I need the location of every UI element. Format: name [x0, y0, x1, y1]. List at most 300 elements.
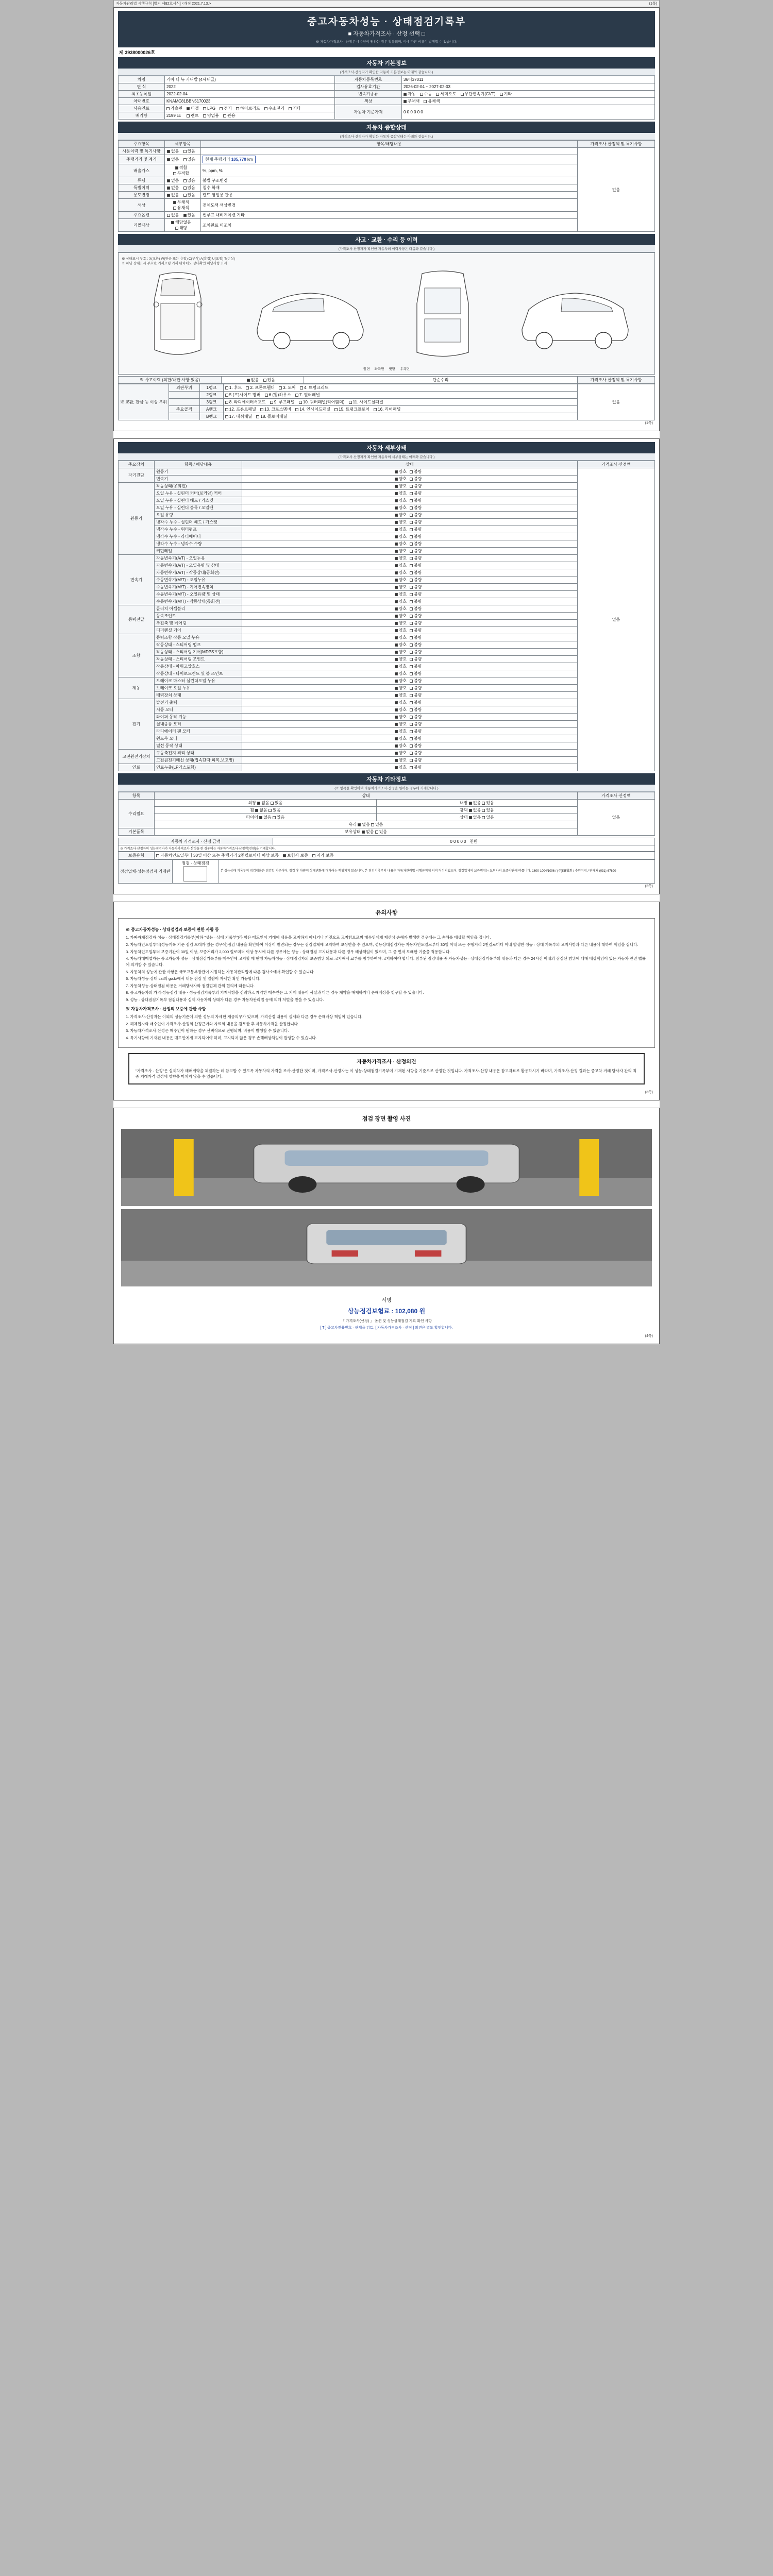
overall-row-3-key: 튜닝	[119, 177, 165, 184]
value-car-name: 기아 더 뉴 카니발 (4세대급)	[165, 76, 335, 83]
detail-item-state[interactable]: 양호 불량	[242, 497, 578, 504]
section-detail-sub: (가격조사·산정자가 확인한 자동차의 세부상태는 아래와 같습니다.)	[118, 453, 655, 461]
detail-item-label: 실내송풍 모터	[155, 721, 242, 728]
etc-group-basic: 기본품목	[119, 828, 155, 836]
overall-row-1-key: 주행거리 및 계기	[119, 155, 165, 164]
overall-row-4-note: 침수 화재	[201, 184, 578, 192]
transmission-opt-auto[interactable]: 자동	[404, 91, 415, 97]
basic-info-table	[118, 76, 655, 120]
value-standard-price: 0 0 0 0 0 0	[402, 105, 655, 120]
parts-rank-2: 2랭크	[199, 392, 223, 399]
mileage-value: 105,770	[231, 157, 246, 162]
detail-row	[119, 649, 655, 656]
overall-row-8-note: 조치완료 미조치	[201, 219, 578, 232]
parts-items-3: 8. 라디에이터서포트 9. 루프패널 10. 쿼터패널(리어휀더) 11. 사이드실패널	[223, 399, 577, 406]
overall-col-1: 세부항목	[165, 141, 201, 148]
detail-item-state[interactable]: 양호 불량	[242, 605, 578, 613]
notice-item-1: 2. 자동차인도일부터(성능기록 기준 점검 오래가 있는 경우에)점검 내용을 확인하여 이상이 발견되는 경우는 점검업체에 고지하여 보상받을 수 있으며, 성능상태점검자는 자동차인도일로부터 30일 이내 또는 주행거리 2천킬로미터 이내 발생한 성능 · 상태 기록부의 고지사항과 다른 내용에 대하여 책임을 집니다.	[126, 942, 638, 947]
transmission-opt-etc[interactable]: 기타	[500, 91, 512, 97]
detail-row	[119, 714, 655, 721]
detail-item-state[interactable]: 양호 불량	[242, 476, 578, 483]
section-overall-header: 자동차 종합상태	[118, 122, 655, 133]
notice-item-4: 5. 자동차의 성능에 관한 사항은 국토교통부장관이 지정하는 자동차관리법에 따른 검사소에서 확인할 수 있습니다.	[126, 969, 315, 974]
car-top-view-icon	[404, 267, 481, 365]
company-info: 본 성능상태 기록부의 점검내용은 점검일 기준이며, 점검 후 차량의 상태변화에 대하여는 책임지지 않습니다. 본 점검기록부의 내용은 자동차관리법 시행규칙에 의거 작성되었으며, 점검업체의 보증범위는 보험사의 보증약관에 따릅니다. 1600-1004/1006 / (주)KB협회 / 수원지점 / 연락처 (031)-67690	[219, 860, 654, 884]
detail-item-state[interactable]: 양호 불량	[242, 569, 578, 577]
overall-col-2: 항목/해당내용	[201, 141, 578, 148]
detail-item-state[interactable]: 양호 불량	[242, 555, 578, 562]
detail-row	[119, 476, 655, 483]
overall-row-5-note: 렌트 영업용 관용	[201, 192, 578, 199]
detail-row	[119, 750, 655, 757]
overall-row-5-opt[interactable]: 없음 있음	[165, 192, 201, 199]
photo-placeholder-lift-icon	[121, 1129, 652, 1206]
overall-row-0-opt[interactable]: 없음 있음	[165, 148, 201, 155]
detail-row	[119, 613, 655, 620]
overall-row-7-opt[interactable]: 없음 있음	[165, 212, 201, 219]
label-plate-no: 자동차등록번호	[335, 76, 402, 83]
overall-row-8-opt[interactable]: 해당없음 해당	[165, 219, 201, 232]
label-first-registration: 최초등록일	[119, 91, 165, 98]
detail-row	[119, 627, 655, 634]
sheet-page-2	[113, 438, 660, 894]
detail-row	[119, 634, 655, 641]
detail-item-state[interactable]: 양호 불량	[242, 764, 578, 771]
photo-placeholder-rear-icon	[121, 1209, 652, 1286]
usage-opt-rent[interactable]: 렌트	[187, 113, 198, 118]
detail-row	[119, 757, 655, 764]
fuel-opt-etc[interactable]: 기타	[289, 106, 300, 111]
color-opt-chromatic[interactable]: 유채색	[424, 98, 440, 104]
detail-row	[119, 692, 655, 699]
company-label: 점검업체·성능점검자 기재란	[119, 860, 173, 884]
label-vin: 차대번호	[119, 98, 165, 105]
notice-item-7: 8. 중고자동차의 가격·성능점검 내용 - 성능점검기록부의 기재사항을 신뢰하고 계약한 매수인은 그 기재 내용이 사실과 다른 경우 계약을 해제하거나 손해배상을 청구할 수 있습니다.	[126, 990, 424, 995]
detail-item-label: 냉각수 누수 - 라디에이터	[155, 533, 242, 540]
notice-item-0: 1. 가짜자계점검자·성능 · 상태점검기록부(이하 "성능 · 상태 기록부")라 함은 매도인이 거래에 내용을 고지하기 아니거나 거짓으로 고지함으로써 매수인에게 재산상 손해가 발생한 경우에는 그 손해를 배상할 책임을 집니다.	[126, 935, 491, 940]
detail-item-label: 자동변속기(A/T) - 오일누유	[155, 555, 242, 562]
detail-item-label: 냉각수 누수 - 실린더 헤드 / 가스켓	[155, 519, 242, 526]
detail-col-1: 항목 / 해당내용	[155, 461, 242, 468]
page-number-1: (1쪽)	[645, 421, 653, 425]
page-indicator-1: (1쪽)	[649, 2, 657, 6]
detail-item-state[interactable]: 양호 불량	[242, 533, 578, 540]
notice-item-6: 7. 자동차성능·상태점검 비용은 거래당사자와 점검업체 간의 협의에 따릅니다.	[126, 983, 255, 988]
overall-row-5-key: 용도변경	[119, 192, 165, 199]
detail-item-label: 오일 누유 - 실린더 커버(로커암) 커버	[155, 490, 242, 497]
detail-item-state[interactable]: 양호 불량	[242, 677, 578, 685]
detail-item-state[interactable]: 양호 불량	[242, 685, 578, 692]
diagram-legend-2: ※ 하단 상태표시 부호란 기재요령 기재 위치에도 상태확인 해당사항 표시	[122, 262, 227, 265]
detail-row	[119, 497, 655, 504]
label-car-name: 차명	[119, 76, 165, 83]
detail-item-state[interactable]: 양호 불량	[242, 706, 578, 714]
value-first-registration: 2022-02-04	[165, 91, 335, 98]
detail-group-name: 자기진단	[119, 468, 155, 483]
detail-item-state[interactable]: 양호 불량	[242, 627, 578, 634]
detail-price-note: 없음	[578, 468, 655, 771]
parts-outer-label-2	[169, 392, 199, 399]
page-number-4: (4쪽)	[645, 1334, 653, 1338]
detail-item-label: 발전기 출력	[155, 699, 242, 706]
detail-item-label: 수동변속기(M/T) - 오일유량 및 상태	[155, 591, 242, 598]
car-front-view-icon	[139, 267, 216, 365]
detail-item-state[interactable]: 양호 불량	[242, 692, 578, 699]
color-opt-achromatic[interactable]: 무채색	[404, 98, 419, 104]
etc-row-3-a[interactable]: 유리 없음 있음	[155, 821, 578, 828]
warranty-label: 보증유형	[119, 852, 155, 859]
overall-row-1-opt[interactable]: 없음 있음	[165, 155, 201, 164]
detail-item-label: 작동상태(공회전)	[155, 483, 242, 490]
inspection-fee-value: 102,080	[395, 1308, 418, 1315]
detail-item-state[interactable]: 양호 불량	[242, 591, 578, 598]
etc-col-0: 항목	[119, 792, 155, 800]
accident-sign-value: 없음	[578, 384, 655, 420]
detail-item-label: 원동기	[155, 468, 242, 476]
detail-item-state[interactable]: 양호 불량	[242, 721, 578, 728]
detail-item-label: 커먼레일	[155, 548, 242, 555]
declaration-body: "가격조사 · 산정"은 실제차가 매매계약을 체결하는 데 참고할 수 있도록 자동차의 가격을 조사·산정한 것이며, 가격조사·산정자는 이 성능·상태점검기록부에 기재된 사항을 기준으로 산정한 것입니다. 가격조사·산정 내용은 참고자료로 활용하시기 바라며, 가격조사·산정 결과는 중고차 거래 당사자 간의 최종 거래가격 결정에 영향을 미치지 않을 수 있습니다.	[136, 1068, 636, 1079]
detail-item-label: 냉각수 누수 - 워터펌프	[155, 526, 242, 533]
detail-row	[119, 468, 655, 476]
fuel-opt-electric[interactable]: 전기	[220, 106, 231, 111]
page-subtitle: ■ 자동차가격조사 · 산정 선택 □	[348, 31, 425, 37]
company-stamp-cell: 점검 · 상태점검	[172, 860, 219, 884]
accident-history-table	[118, 376, 655, 384]
sheet-page-4	[113, 1108, 660, 1344]
usage-opt-gov[interactable]: 관용	[223, 113, 235, 118]
parts-frame-label: 주요골격	[169, 406, 199, 413]
photo-footnote-1: 「 가격조사(산정) 」 옵션 및 성능상태점검 기록 확인 사항	[341, 1319, 432, 1324]
detail-item-label: 구동축전지 격리 상태	[155, 750, 242, 757]
detail-item-state[interactable]: 양호 불량	[242, 634, 578, 641]
detail-item-state[interactable]: 양호 불량	[242, 483, 578, 490]
section-accident-header: 사고 · 교환 · 수리 등 이력	[118, 234, 655, 245]
detail-item-label: 디퍼렌셜 기어	[155, 627, 242, 634]
overall-row-7-key: 주요옵션	[119, 212, 165, 219]
value-year: 2022	[165, 83, 335, 91]
etc-row-4-a[interactable]: 보유상태 없음 있음	[155, 828, 578, 836]
overall-row-2-note: %, ppm, %	[201, 164, 578, 177]
detail-item-state[interactable]: 양호 불량	[242, 663, 578, 670]
page-title: 중고자동차성능 · 상태점검기록부	[307, 16, 466, 27]
detail-row	[119, 699, 655, 706]
detail-col-2: 상태	[242, 461, 578, 468]
detail-item-state[interactable]: 양호 불량	[242, 490, 578, 497]
fuel-opt-hydrogen[interactable]: 수소전기	[264, 106, 284, 111]
value-vin: KNAMC81BBN5170023	[165, 98, 335, 105]
overall-row-2-opt[interactable]: 적합 부적합	[165, 164, 201, 177]
parts-frame-label-2	[169, 413, 199, 420]
overall-col-3: 가격조사·산정액 및 특기사항	[578, 141, 655, 148]
overall-row-4-key: 특별이력	[119, 184, 165, 192]
car-diagram-panel	[118, 252, 655, 375]
detail-item-label: 와이퍼 동작 기능	[155, 714, 242, 721]
fuel-opt-lpg[interactable]: LPG	[203, 106, 215, 111]
etc-row-0-b[interactable]: 내장 없음 있음	[376, 800, 577, 807]
value-plate-no: 36어37011	[402, 76, 655, 83]
notice-price-item-2: 3. 자동차가격조사·산정은 매수인이 원하는 경우 선택적으로 진행되며, 비용이 발생할 수 있습니다.	[126, 1028, 289, 1033]
overall-note-cell: 없음	[578, 148, 655, 232]
transmission-opt-semi[interactable]: 세미오토	[436, 91, 456, 97]
section-accident-sub: (가격조사·산정자가 확인한 자동차의 이력사항은 다음과 같습니다.)	[118, 245, 655, 252]
parts-items-4: 12. 프론트패널 13. 크로스멤버 14. 인사이드패널 15. 트렁크플로어 16. 리어패널	[223, 406, 577, 413]
accident-col-blank: 단순수리	[304, 377, 578, 384]
detail-row	[119, 742, 655, 750]
price-note-1: ※ 가격조사·산정자의 성능점검자가 자동차가격조사·산정을 한 경우에는 자동차가격조사·산정액(천원)을 기재합니다.	[119, 845, 655, 852]
car-right-side-view-icon	[516, 267, 634, 365]
detail-item-label: 작동상태 - 파워고압호스	[155, 663, 242, 670]
detail-item-state[interactable]: 양호 불량	[242, 504, 578, 512]
overall-col-0: 주요항목	[119, 141, 165, 148]
detail-item-state[interactable]: 양호 불량	[242, 512, 578, 519]
detail-item-state[interactable]: 양호 불량	[242, 735, 578, 742]
overall-row-7-note: 썬루프 내비게이션 기타	[201, 212, 578, 219]
detail-item-label: 오일 누유 - 실린더 블록 / 오일팬	[155, 504, 242, 512]
detail-item-label: 변속기	[155, 476, 242, 483]
detail-table	[118, 461, 655, 771]
value-color	[402, 98, 655, 105]
detail-row	[119, 584, 655, 591]
value-transmission	[402, 91, 655, 98]
detail-row	[119, 562, 655, 569]
car-diagram-row	[122, 265, 651, 365]
notice-price-title: ※ 자동차가격조사 · 산정의 보증에 관한 사항	[126, 1006, 206, 1011]
label-inspection-period: 검사유효기간	[335, 83, 402, 91]
detail-row	[119, 512, 655, 519]
detail-row	[119, 764, 655, 771]
detail-item-state[interactable]: 양호 불량	[242, 613, 578, 620]
detail-item-label: 작동상태 - 스티어링 조인트	[155, 656, 242, 663]
photo-section-title: 점검 장면 촬영 사진	[362, 1116, 411, 1123]
section-etc-sub: (※ 항목을 확인하여 자동차가격조사·산정을 원하는 경우에 기재합니다.)	[118, 785, 655, 792]
value-inspection-period: 2026-02-04 ~ 2027-02-03	[402, 83, 655, 91]
label-displacement: 배기량	[119, 112, 165, 120]
notice-box	[118, 918, 655, 1048]
etc-row-1-b[interactable]: 광택 없음 있음	[376, 807, 577, 814]
value-displacement: 2199 cc 렌트 영업용 관용	[165, 112, 335, 120]
accident-answer[interactable]: 없음 있음	[222, 377, 304, 384]
diagram-legend-1: ※ 상태표시 부호 : X(교환) W(판금 또는 용접) C(부식) A(흠집) U(요철) T(손상)	[122, 257, 235, 261]
stamp-box	[183, 866, 207, 882]
warranty-table	[118, 852, 655, 859]
fuel-opt-hybrid[interactable]: 하이브리드	[236, 106, 260, 111]
detail-item-label: 연료누출(LP가스포함)	[155, 764, 242, 771]
parts-items-5: 17. 대쉬패널 18. 플로어패널	[223, 413, 577, 420]
detail-row	[119, 721, 655, 728]
detail-item-label: 오일 누유 - 실린더 헤드 / 가스켓	[155, 497, 242, 504]
detail-item-state[interactable]: 양호 불량	[242, 699, 578, 706]
inspection-photo-2	[121, 1209, 652, 1286]
detail-group-name: 제동	[119, 677, 155, 699]
label-standard-price: 자동차 기준가격	[335, 105, 402, 120]
label-year: 연 식	[119, 83, 165, 91]
detail-item-state[interactable]: 양호 불량	[242, 540, 578, 548]
page-number-2: (2쪽)	[645, 885, 653, 888]
etc-row-2-b[interactable]: 상태 없음 있음	[376, 814, 577, 821]
detail-item-state[interactable]: 양호 불량	[242, 562, 578, 569]
etc-note: 없음	[578, 800, 655, 836]
detail-item-label: 등속조인트	[155, 613, 242, 620]
etc-group-repair: 수리필요	[119, 800, 155, 828]
accident-sign-label: 가격조사·산정액 및 특기사항	[578, 377, 655, 384]
detail-item-state[interactable]: 양호 불량	[242, 548, 578, 555]
overall-row-3-note: 불법 구조변경	[201, 177, 578, 184]
detail-item-label: 고전원전기배선 상태(접속단자,피복,보호망)	[155, 757, 242, 764]
etc-col-1: 상태	[155, 792, 578, 800]
detail-group-name: 원동기	[119, 483, 155, 555]
detail-item-state[interactable]: 양호 불량	[242, 649, 578, 656]
section-etc-header: 자동차 기타정보	[118, 773, 655, 785]
detail-item-label: 브레이크 오일 누유	[155, 685, 242, 692]
detail-item-state[interactable]: 양호 불량	[242, 714, 578, 721]
detail-group-name: 동력전달	[119, 605, 155, 634]
form-code: 자동차관리법 시행규칙 [별지 제82호서식] <개정 2021.7.13.>	[116, 2, 211, 6]
detail-row	[119, 620, 655, 627]
price-total-label: 자동차 가격조사 · 산정 금액	[119, 838, 273, 845]
detail-row	[119, 569, 655, 577]
detail-item-state[interactable]: 양호 불량	[242, 728, 578, 735]
detail-item-label: 동력조향 작동 오일 누유	[155, 634, 242, 641]
section-basic-sub: (가격조사·산정자가 확인한 자동차 기본정보는 아래와 같습니다.)	[118, 69, 655, 76]
detail-group-name: 변속기	[119, 555, 155, 605]
detail-item-state[interactable]: 양호 불량	[242, 620, 578, 627]
signature-label: 서명	[381, 1298, 392, 1304]
notice-item-5: 6. 자동차성능·상태 cat의 go.kr에서 내용 점검 및 열람이 자세한 확인 가능합니다.	[126, 976, 261, 981]
detail-item-label: 냉각수 누수 - 냉각수 수량	[155, 540, 242, 548]
detail-row	[119, 685, 655, 692]
detail-item-state[interactable]: 양호 불량	[242, 598, 578, 605]
parts-items-1: 1. 후드 2. 프론트휀더 3. 도어 4. 트렁크리드	[223, 384, 577, 392]
notice-item-8: 9. 성능 · 상태점검기록부 점검내용과 실제 자동차의 상태가 다른 경우 자동차관리법 등에 의해 처벌을 받을 수 있습니다.	[126, 997, 324, 1003]
section-basic-header: 자동차 기본정보	[118, 57, 655, 69]
detail-row	[119, 555, 655, 562]
inspection-fee: 상능점검보험료 : 102,080 원	[347, 1308, 426, 1315]
photo-grid	[118, 1126, 655, 1293]
notice-price-item-0: 1. 가격조사·산정자는 이외의 성능기준에 의한 성능의 자세한 제공의무가 있으며, 가격산정 내용이 실제와 다른 경우 손해배상 책임이 있습니다.	[126, 1014, 363, 1020]
car-left-side-view-icon	[251, 267, 369, 365]
detail-item-state[interactable]: 양호 불량	[242, 584, 578, 591]
label-fuel: 사용연료	[119, 105, 165, 112]
parts-rank-1: 1랭크	[199, 384, 223, 392]
overall-row-3-opt[interactable]: 없음 있음	[165, 177, 201, 184]
detail-item-state[interactable]: 양호 불량	[242, 656, 578, 663]
detail-item-state[interactable]: 양호 불량	[242, 526, 578, 533]
label-transmission: 변속기종류	[335, 91, 402, 98]
detail-item-label: 작동상태 - 스티어링 펌프	[155, 641, 242, 649]
warranty-options[interactable]: 자동차인도일부터 30일 이상 또는 주행거리 2천킬로미터 이상 보증 보험사 보증 자가 보증	[155, 852, 655, 859]
detail-item-state[interactable]: 양호 불량	[242, 468, 578, 476]
transmission-opt-cvt[interactable]: 무단변속기(CVT)	[461, 91, 496, 97]
overall-row-2-key: 배출가스	[119, 164, 165, 177]
notice-title: 유의사항	[375, 910, 398, 916]
notice-subtitle: ※ 중고자동차성능 · 상태점검과 보증에 관한 사항 등	[126, 927, 219, 932]
detail-row	[119, 577, 655, 584]
accident-question: ※ 사고이력 (외판/내판 사항 있음)	[119, 377, 222, 384]
detail-group-name: 전기	[119, 699, 155, 750]
serial-number: 제 3938000026호	[119, 50, 155, 55]
transmission-opt-manual[interactable]: 수동	[420, 91, 432, 97]
detail-item-label: 브레이크 마스터 실린더오일 누유	[155, 677, 242, 685]
detail-item-state[interactable]: 양호 불량	[242, 742, 578, 750]
detail-col-0: 주요장치	[119, 461, 155, 468]
detail-row	[119, 591, 655, 598]
detail-row	[119, 548, 655, 555]
detail-row	[119, 735, 655, 742]
notice-item-2: 3. 자동차인도일부터 보증기간이 30일 이상, 보증거리가 2,000 킬로미터 이상 동시에 다른 경우에는 성능 · 상태점검 고지내용과 다른 경우 배상책임이 있으며, 그 중 먼저 도래한 기준을 적용합니다.	[126, 949, 451, 954]
detail-item-label: 클러치 어셈블리	[155, 605, 242, 613]
document-title-bar	[118, 11, 655, 47]
overall-row-0-key: 사용이력 및 특기사항	[119, 148, 165, 155]
detail-item-state[interactable]: 양호 불량	[242, 757, 578, 764]
etc-row-0-a[interactable]: 외장 없음 있음	[155, 800, 377, 807]
notice-item-3: 4. 자동차매매업자는 중고자동차 성능 · 상태점검기록부를 매수인에 고지할 때 현행 자동차성능 · 상태점검자의 보증범위 외로 고지해서 교부를 첨부하여야 고지하여야 합니다. 첨부된 점검내용 중 자동차성능 · 상태점검기록부의 내용과 다른 경우 24시간 이내의 점검된 범위에 대해 배상책임이 있는 자동차 관련 법률에 의거할 수 있습니다.	[126, 956, 646, 967]
detail-row	[119, 605, 655, 613]
declaration-title: 자동차가격조사 · 산정의견	[357, 1059, 416, 1065]
detail-item-state[interactable]: 양호 불량	[242, 577, 578, 584]
section-detail-header: 자동차 세부상태	[118, 442, 655, 453]
etc-row-1-a[interactable]: 휠 없음 있음	[155, 807, 377, 814]
detail-item-label: 오일 유량	[155, 512, 242, 519]
parts-rank-3: 3랭크	[199, 399, 223, 406]
detail-row	[119, 706, 655, 714]
page-title-caption: ※ 자동차가격조사 · 산정은 매수인이 원하는 경우 적용되며, 이에 따른 비용이 발생할 수 있습니다.	[315, 40, 458, 44]
usage-opt-business[interactable]: 영업용	[203, 113, 219, 118]
price-total-value: 0 0 0 0 0 천원	[273, 838, 655, 845]
detail-item-label: 열선 동작 상태	[155, 742, 242, 750]
declaration-box	[128, 1053, 645, 1085]
overall-row-8-key: 리콜대상	[119, 219, 165, 232]
parts-rank-5: B랭크	[199, 413, 223, 420]
overall-row-6-opt[interactable]: 무채색 유채색	[165, 199, 201, 212]
fuel-opt-diesel[interactable]: 디젤	[187, 106, 198, 111]
parts-group-title: ※ 교환, 판금 등 이상 부위	[119, 384, 169, 420]
detail-group-name: 연료	[119, 764, 155, 771]
detail-row	[119, 504, 655, 512]
detail-item-label: 추진축 및 베어링	[155, 620, 242, 627]
detail-item-state[interactable]: 양호 불량	[242, 519, 578, 526]
detail-item-label: 수동변속기(M/T) - 오일누유	[155, 577, 242, 584]
photo-footnote-2: [ T ] 중고차전용번호 · 관세율 검토. [ 자동차가격조사 · 산정 ] 의견은 별도 확인합니다.	[320, 1326, 453, 1330]
parts-outer-label-3	[169, 399, 199, 406]
detail-group-name: 고전원전기장치	[119, 750, 155, 764]
detail-item-label: 배력장치 상태	[155, 692, 242, 699]
fuel-opt-gasoline[interactable]: 가솔린	[166, 106, 182, 111]
inspection-photo-1	[121, 1129, 652, 1206]
detail-item-state[interactable]: 양호 불량	[242, 670, 578, 677]
page-number-3: (3쪽)	[645, 1091, 653, 1095]
detail-row	[119, 677, 655, 685]
detail-item-state[interactable]: 양호 불량	[242, 750, 578, 757]
overall-mileage: 현재 주행거리 105,770 km	[201, 155, 578, 164]
detail-row	[119, 663, 655, 670]
detail-row	[119, 641, 655, 649]
overall-row-4-opt[interactable]: 없음 있음	[165, 184, 201, 192]
detail-row	[119, 670, 655, 677]
overall-row-0-note	[201, 148, 578, 155]
detail-col-3: 가격조사·산정액	[578, 461, 655, 468]
etc-row-2-a[interactable]: 타이어 없음 있음	[155, 814, 377, 821]
section-overall-sub: (가격조사·산정자가 확인한 자동차 종합상태는 아래와 같습니다.)	[118, 133, 655, 140]
form-topbar	[113, 0, 660, 7]
detail-item-state[interactable]: 양호 불량	[242, 641, 578, 649]
overall-row-6-key: 색상	[119, 199, 165, 212]
detail-row	[119, 656, 655, 663]
sheet-page-3	[113, 902, 660, 1100]
detail-item-label: 자동변속기(A/T) - 오일유량 및 상태	[155, 562, 242, 569]
detail-row	[119, 598, 655, 605]
detail-row	[119, 533, 655, 540]
